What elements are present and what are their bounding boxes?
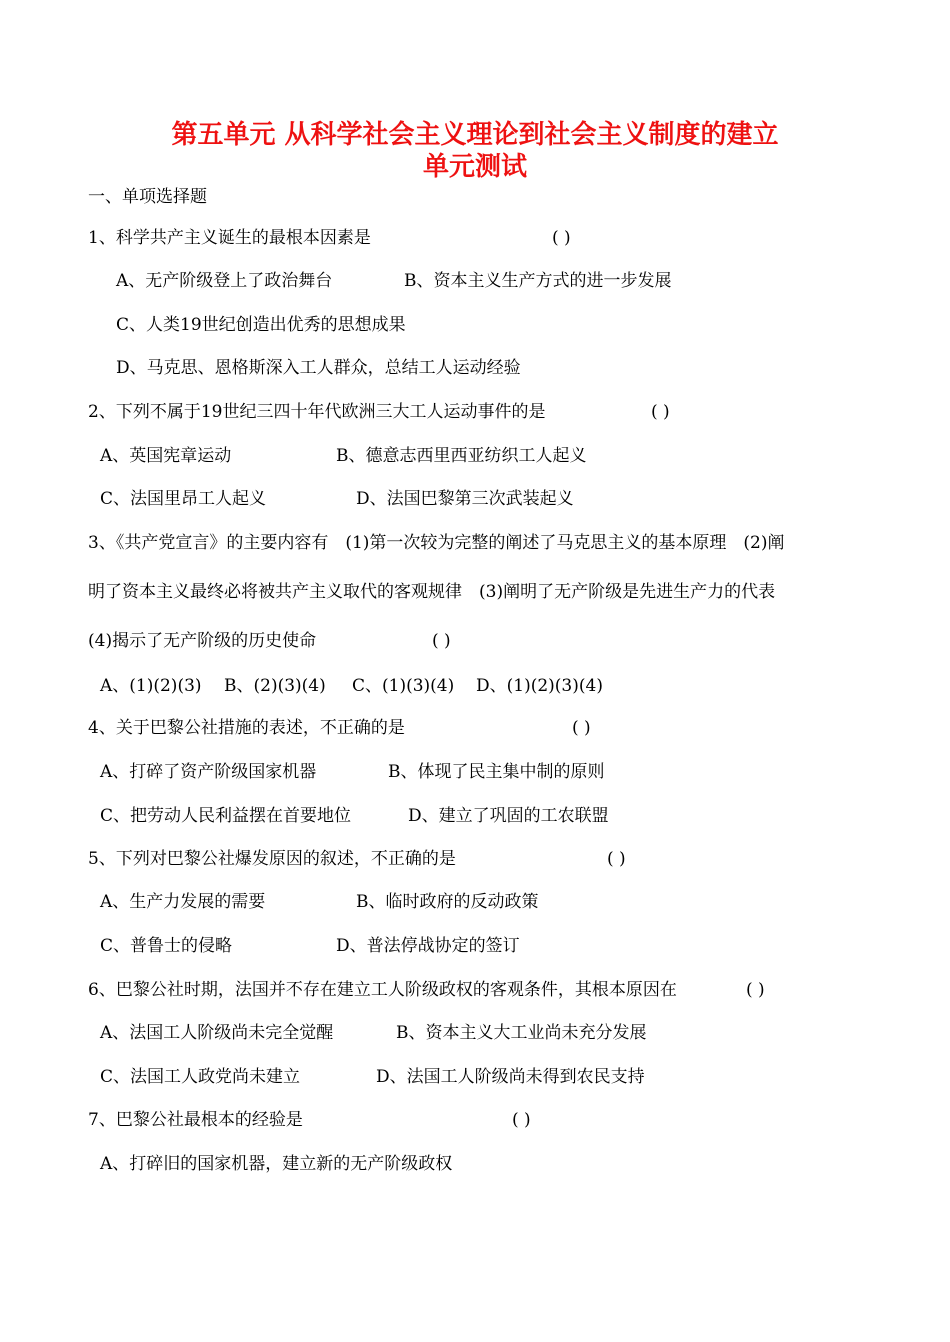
- question-7-option-a: A、打碎旧的国家机器，建立新的无产阶级政权: [100, 1154, 453, 1174]
- question-2-stem: 2、下列不属于19世纪三四十年代欧洲三大工人运动事件的是: [88, 402, 546, 422]
- question-2-option-a: A、英国宪章运动: [100, 446, 232, 466]
- question-4-option-a: A、打碎了资产阶级国家机器: [100, 762, 317, 782]
- question-2-option-c: C、法国里昂工人起义: [100, 489, 267, 509]
- question-3-stem-line2: 明了资本主义最终必将被共产主义取代的客观规律 (3)阐明了无产阶级是先进生产力的代表: [88, 582, 776, 602]
- document-title-line1: 第五单元 从科学社会主义理论到社会主义制度的建立: [171, 120, 779, 150]
- question-3-option-a: A、(1)(2)(3): [100, 676, 202, 696]
- question-2-answer-paren: ( ): [651, 402, 670, 422]
- question-6-stem: 6、巴黎公社时期，法国并不存在建立工人阶级政权的客观条件，其根本原因在: [88, 980, 677, 1000]
- question-3-stem-line1: 3、《共产党宣言》的主要内容有 (1)第一次较为完整的阐述了马克思主义的基本原理 (2)阐: [88, 533, 785, 553]
- question-5-option-c: C、普鲁士的侵略: [100, 936, 233, 956]
- question-3-answer-paren: ( ): [432, 631, 451, 651]
- question-5-answer-paren: ( ): [607, 849, 626, 869]
- question-2-option-b: B、德意志西里西亚纺织工人起义: [336, 446, 587, 466]
- question-1-option-b: B、资本主义生产方式的进一步发展: [404, 271, 672, 291]
- section-heading: 一、单项选择题: [88, 187, 207, 207]
- question-4-answer-paren: ( ): [572, 718, 591, 738]
- question-2-option-d: D、法国巴黎第三次武装起义: [356, 489, 574, 509]
- question-7-stem: 7、巴黎公社最根本的经验是: [88, 1110, 303, 1130]
- question-1-option-a: A、无产阶级登上了政治舞台: [116, 271, 333, 291]
- question-4-option-b: B、体现了民主集中制的原则: [388, 762, 605, 782]
- question-5-option-a: A、生产力发展的需要: [100, 892, 266, 912]
- question-6-option-a: A、法国工人阶级尚未完全觉醒: [100, 1023, 334, 1043]
- question-7-answer-paren: ( ): [512, 1110, 531, 1130]
- question-1-option-c: C、人类19世纪创造出优秀的思想成果: [116, 315, 406, 335]
- question-3-option-d: D、(1)(2)(3)(4): [476, 676, 603, 696]
- question-1-stem: 1、科学共产主义诞生的最根本因素是: [88, 228, 371, 248]
- question-1-answer-paren: ( ): [552, 228, 571, 248]
- question-3-option-c: C、(1)(3)(4): [352, 676, 455, 696]
- question-3-option-b: B、(2)(3)(4): [224, 676, 326, 696]
- question-6-option-c: C、法国工人政党尚未建立: [100, 1067, 301, 1087]
- question-6-option-b: B、资本主义大工业尚未充分发展: [396, 1023, 647, 1043]
- question-4-stem: 4、关于巴黎公社措施的表述，不正确的是: [88, 718, 405, 738]
- question-5-option-d: D、普法停战协定的签订: [336, 936, 520, 956]
- question-6-option-d: D、法国工人阶级尚未得到农民支持: [376, 1067, 645, 1087]
- question-1-option-d: D、马克思、恩格斯深入工人群众，总结工人运动经验: [116, 358, 521, 378]
- question-5-option-b: B、临时政府的反动政策: [356, 892, 539, 912]
- document-title-line2: 单元测试: [422, 152, 527, 182]
- question-6-answer-paren: ( ): [746, 980, 765, 1000]
- question-3-stem-line3: (4)揭示了无产阶级的历史使命: [88, 631, 317, 651]
- question-5-stem: 5、下列对巴黎公社爆发原因的叙述，不正确的是: [88, 849, 456, 869]
- question-4-option-d: D、建立了巩固的工农联盟: [408, 806, 609, 826]
- question-4-option-c: C、把劳动人民利益摆在首要地位: [100, 806, 352, 826]
